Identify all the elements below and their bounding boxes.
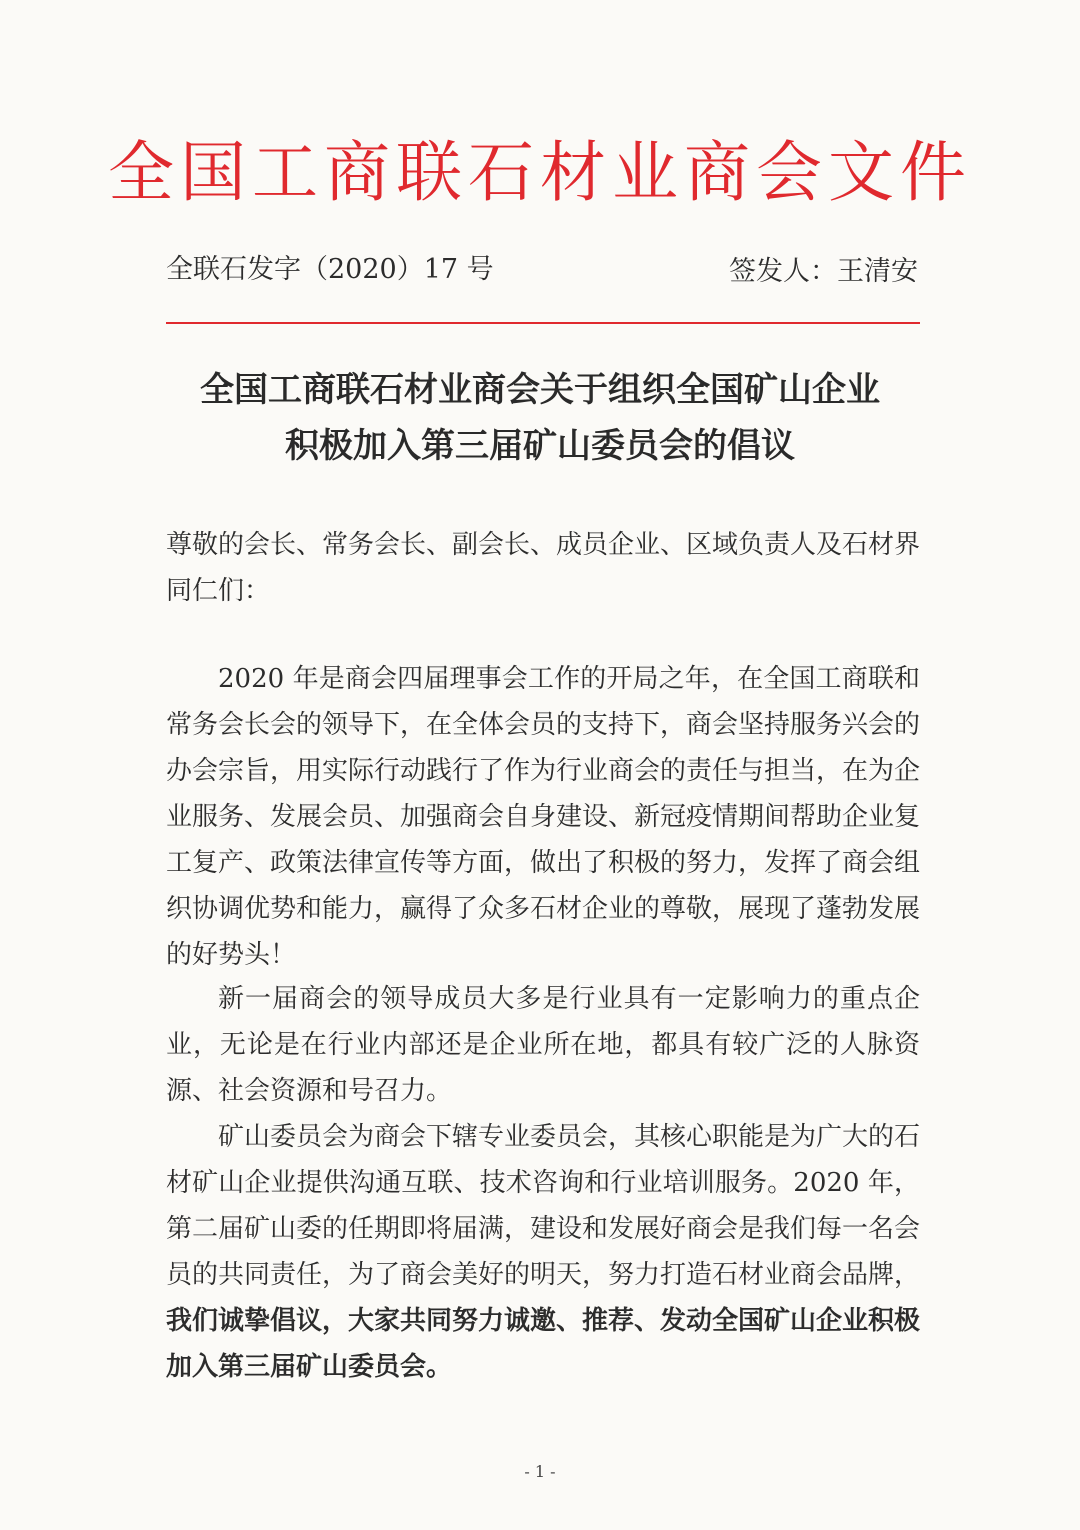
issuer-signature: 签发人：王清安: [729, 256, 918, 287]
page-number: - 1 -: [524, 1462, 556, 1481]
paragraph-3-text: 矿山委员会为商会下辖专业委员会，其核心职能是为广大的石材矿山企业提供沟通互联、技术咨询和行业培训服务。2020 年，第二届矿山委的任期即将届满，建设和发展好商会是我们每一名会员的共同责任，为了商会美好的明天，努力打造石材业商会品牌，: [166, 1122, 921, 1290]
paragraph-1: 2020 年是商会四届理事会工作的开局之年，在全国工商联和常务会长会的领导下，在全体会员的支持下，商会坚持服务兴会的办会宗旨，用实际行动践行了作为行业商会的责任与担当，在为企业服务、发展会员、加强商会自身建设、新冠疫情期间帮助企业复工复产、政策法律宣传等方面，做出了积极的努力，发挥了商会组织协调优势和能力，赢得了众多石材企业的尊敬，展现了蓬勃发展的好势头！: [166, 664, 921, 970]
document-subject: [0, 362, 1080, 474]
salutation: 尊敬的会长、常务会长、副会长、成员企业、区域负责人及石材界同仁们：: [166, 530, 921, 606]
subject-line-2: 积极加入第三届矿山委员会的倡议: [285, 426, 795, 466]
subject-line-1: 全国工商联石材业商会关于组织全国矿山企业: [200, 370, 880, 410]
paragraph-2: 新一届商会的领导成员大多是行业具有一定影响力的重点企业，无论是在行业内部还是企业所在地，都具有较广泛的人脉资源、社会资源和号召力。: [166, 984, 920, 1106]
header-divider: [166, 322, 920, 324]
document-number: 全联石发字（2020）17 号: [166, 254, 494, 285]
document-header-title: 全国工商联石材业商会文件: [108, 134, 972, 211]
paragraph-3: [166, 1114, 920, 1390]
paragraph-3-emphasis: 我们诚挚倡议，大家共同努力诚邀、推荐、发动全国矿山企业积极加入第三届矿山委员会。: [166, 1306, 921, 1382]
